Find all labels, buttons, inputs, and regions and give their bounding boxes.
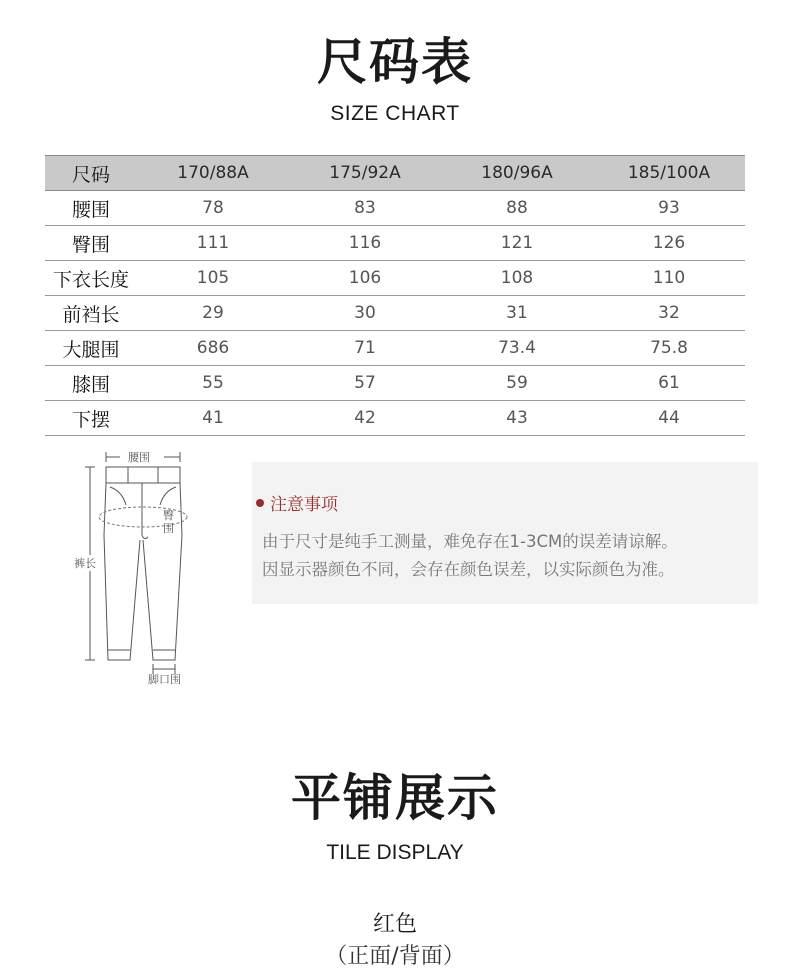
table-cell: 55	[137, 366, 289, 401]
table-cell: 44	[593, 401, 745, 436]
tile-display-title: 平铺展示	[291, 769, 499, 827]
table-row	[45, 296, 745, 331]
table-cell: 32	[593, 296, 745, 331]
table-row	[45, 331, 745, 366]
size-chart-title: 尺码表	[317, 33, 473, 91]
row-label: 下摆	[45, 401, 137, 436]
notice-line: 由于尺寸是纯手工测量，难免存在1-3CM的误差请谅解。	[262, 532, 678, 551]
table-cell: 42	[289, 401, 441, 436]
table-cell: 93	[593, 191, 745, 226]
header-cell: 170/88A	[137, 156, 289, 191]
table-cell: 30	[289, 296, 441, 331]
table-cell: 31	[441, 296, 593, 331]
table-cell: 83	[289, 191, 441, 226]
color-name: 红色	[372, 912, 417, 937]
table-cell: 78	[137, 191, 289, 226]
table-cell: 121	[441, 226, 593, 261]
notice-line: 因显示器颜色不同，会存在颜色误差，以实际颜色为准。	[262, 560, 675, 579]
header-cell: 180/96A	[441, 156, 593, 191]
table-cell: 59	[441, 366, 593, 401]
table-cell: 57	[289, 366, 441, 401]
diagram-hem-label: 脚口围	[148, 673, 181, 686]
table-row	[45, 401, 745, 436]
size-chart-subtitle: SIZE CHART	[330, 102, 460, 125]
size-chart-table	[45, 155, 745, 436]
table-row	[45, 191, 745, 226]
header-cell: 175/92A	[289, 156, 441, 191]
diagram-waist-label: 腰围	[128, 451, 150, 464]
table-cell: 43	[441, 401, 593, 436]
table-cell: 75.8	[593, 331, 745, 366]
table-cell: 88	[441, 191, 593, 226]
bullet-dot-icon	[256, 499, 264, 507]
row-label: 大腿围	[45, 331, 137, 366]
table-cell: 116	[289, 226, 441, 261]
table-cell: 41	[137, 401, 289, 436]
row-label: 前裆长	[45, 296, 137, 331]
header-cell-size: 尺码	[45, 156, 137, 191]
table-cell: 111	[137, 226, 289, 261]
table-row	[45, 261, 745, 296]
table-cell: 686	[137, 331, 289, 366]
table-cell: 105	[137, 261, 289, 296]
table-cell: 29	[137, 296, 289, 331]
row-label: 臀围	[45, 226, 137, 261]
table-cell: 110	[593, 261, 745, 296]
tile-display-subtitle: TILE DISPLAY	[326, 841, 464, 864]
table-row	[45, 366, 745, 401]
row-label: 膝围	[45, 366, 137, 401]
color-view-caption: （正面/背面）	[325, 944, 465, 969]
table-header-row	[45, 156, 745, 191]
table-cell: 61	[593, 366, 745, 401]
notice-box	[252, 462, 758, 604]
notice-heading-text: 注意事项	[270, 495, 338, 515]
diagram-length-label: 裤长	[74, 557, 96, 570]
row-label: 下衣长度	[45, 261, 137, 296]
table-cell: 73.4	[441, 331, 593, 366]
table-cell: 126	[593, 226, 745, 261]
table-cell: 106	[289, 261, 441, 296]
pants-measurement-diagram	[70, 445, 210, 690]
table-cell: 71	[289, 331, 441, 366]
header-cell: 185/100A	[593, 156, 745, 191]
diagram-hip-label: 臀围	[163, 509, 174, 535]
table-row	[45, 226, 745, 261]
notice-heading	[256, 490, 338, 515]
table-cell: 108	[441, 261, 593, 296]
row-label: 腰围	[45, 191, 137, 226]
